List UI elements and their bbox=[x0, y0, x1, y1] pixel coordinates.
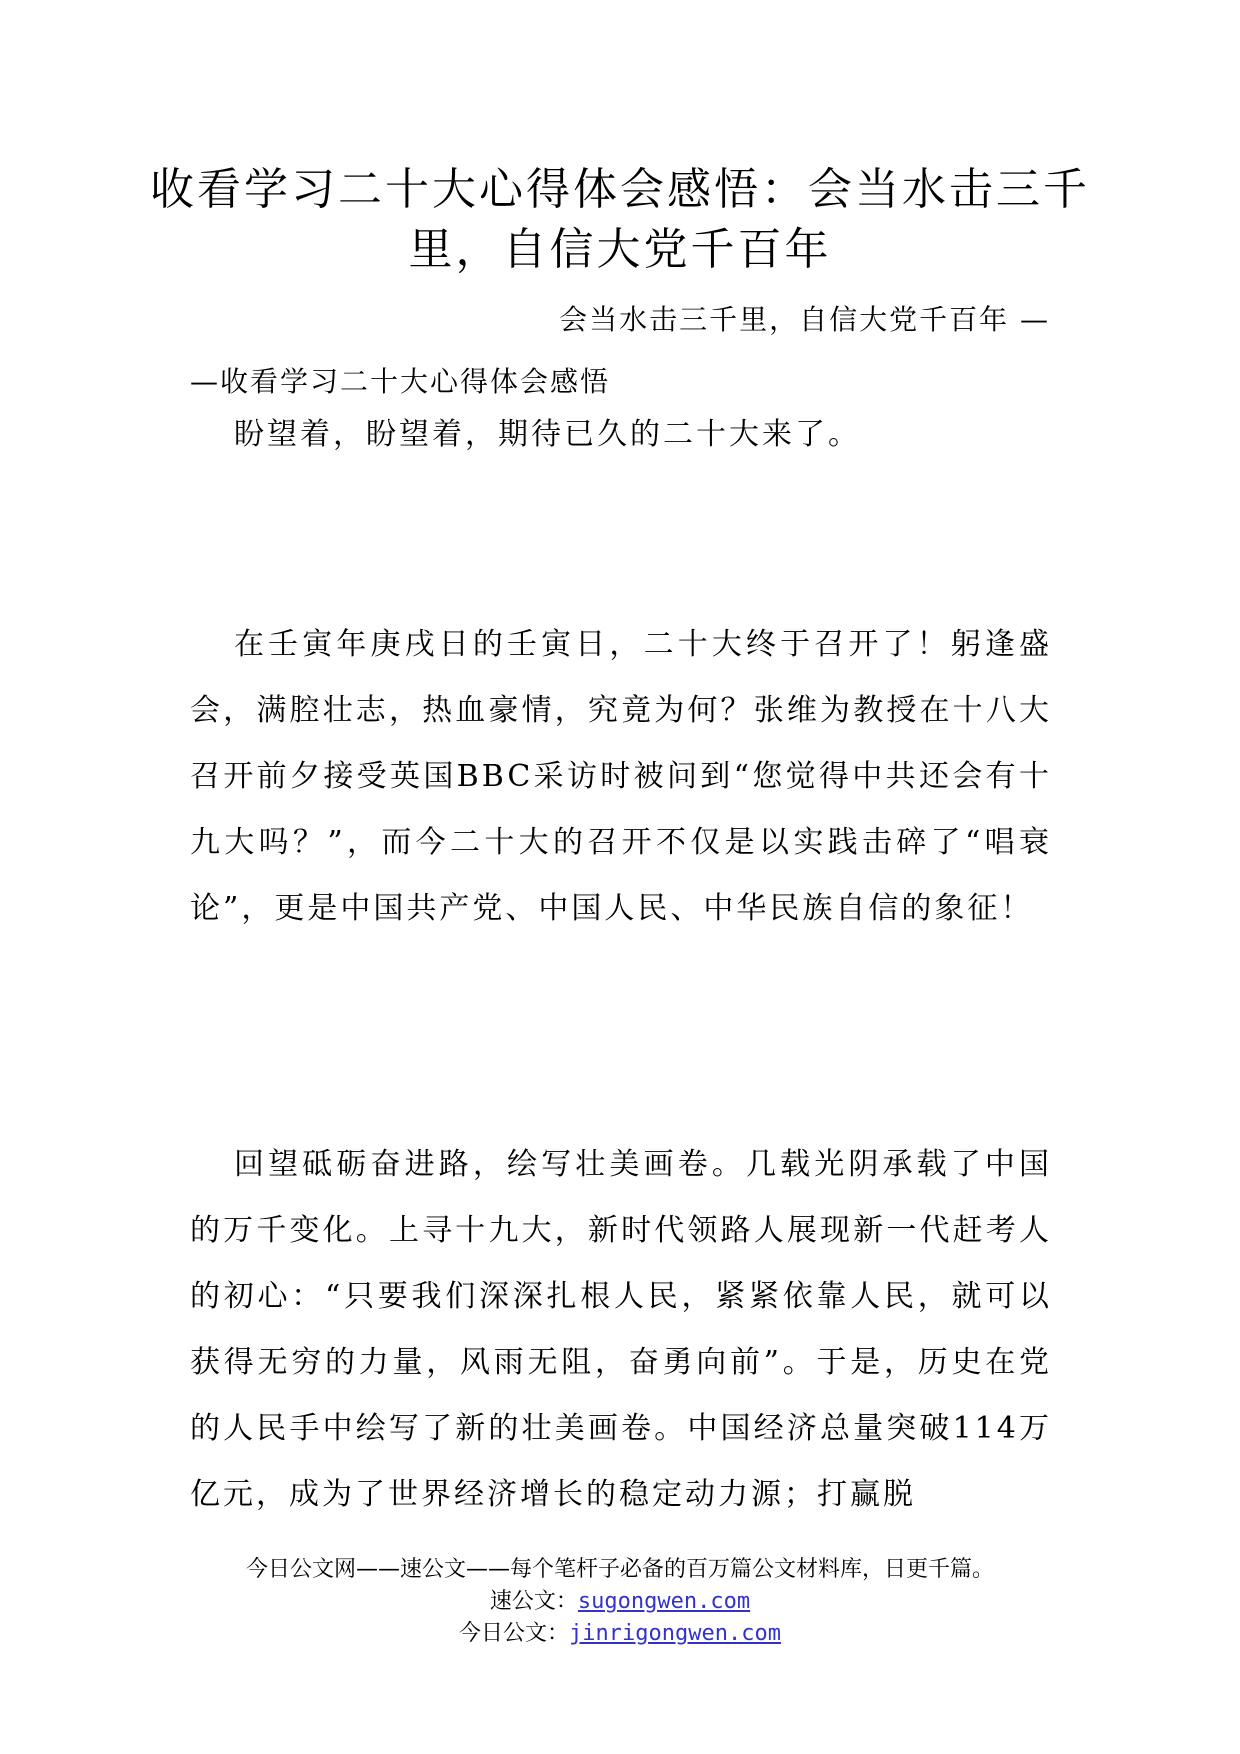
subtitle-line-1: 会当水击三千里，自信大党千百年 — bbox=[559, 303, 1050, 336]
document-title: 收看学习二十大心得体会感悟：会当水击三千里，自信大党千百年 bbox=[150, 164, 1090, 275]
body-paragraph: 回望砥砺奋进路，绘写壮美画卷。几载光阴承载了中国的万千变化。上寻十九大，新时代领路人展现新一代赶考人的初心：“只要我们深深扎根人民，紧紧依靠人民，就可以获得无穷的力量，风雨无阻，奋勇向前”。于是，历史在党的人民手中绘写了新的壮美画卷。中国经济总量突破114万亿元，成为了世界经济增长的稳定动力源；打赢脱 bbox=[190, 1147, 1052, 1512]
footer-slogan: 今日公文网——速公文——每个笔杆子必备的百万篇公文材料库，日更千篇。 bbox=[245, 1557, 994, 1582]
footer-label: 今日公文： bbox=[459, 1621, 570, 1646]
page-footer bbox=[0, 1554, 1240, 1650]
body-paragraph: 盼望着，盼望着，期待已久的二十大来了。 bbox=[234, 417, 861, 452]
body-paragraph: 在壬寅年庚戌日的壬寅日，二十大终于召开了！躬逢盛会，满腔壮志，热血豪情，究竟为何？张维为教授在十八大召开前夕接受英国BBC采访时被问到“您觉得中共还会有十九大吗？”，而今二十大的召开不仅是以实践击碎了“唱衰论”，更是中国共产党、中国人民、中华民族自信的象征！ bbox=[190, 627, 1052, 926]
footer-jinrigongwen bbox=[0, 1618, 1240, 1650]
footer-sugongwen bbox=[0, 1586, 1240, 1618]
subtitle-line-2: —收看学习二十大心得体会感悟 bbox=[190, 365, 611, 398]
jinrigongwen-link[interactable]: jinrigongwen.com bbox=[569, 1621, 781, 1646]
footer-label: 速公文： bbox=[489, 1589, 578, 1614]
sugongwen-link[interactable]: sugongwen.com bbox=[577, 1589, 751, 1614]
